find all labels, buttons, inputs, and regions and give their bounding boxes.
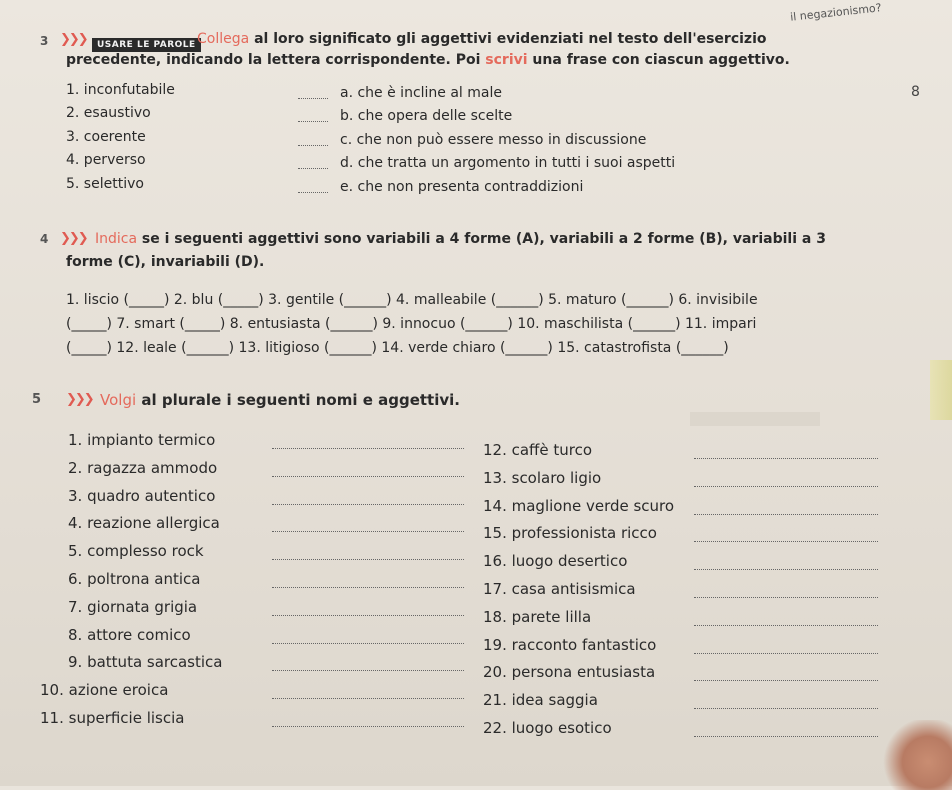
exercise-5-left-item: 8. attore comico <box>68 625 191 644</box>
margin-highlight <box>930 360 952 420</box>
exercise-5-left-answer-line[interactable] <box>272 531 464 532</box>
exercise-4-row-3: (_____) 12. leale (______) 13. litigioso (______) 14. verde chiaro (______) 15. catastrofista (______) <box>66 340 729 356</box>
exercise-3-answer-blank[interactable] <box>298 98 328 99</box>
exercise-5-left-item: 4. reazione allergica <box>68 514 220 533</box>
exercise-5-left-answer-line[interactable] <box>272 615 464 616</box>
exercise-4-row-2: (_____) 7. smart (_____) 8. entusiasta (______) 9. innocuo (______) 10. maschilista (______) 11. impari <box>66 316 757 332</box>
exercise-3-word: 3. coerente <box>66 129 146 145</box>
exercise-5-left-answer-line[interactable] <box>272 448 464 449</box>
exercise-5-right-answer-line[interactable] <box>694 486 878 487</box>
exercise-5-left-item: 2. ragazza ammodo <box>68 458 218 477</box>
exercise-5-left-item: 5. complesso rock <box>68 542 204 561</box>
exercise-5-right-answer-line[interactable] <box>694 597 878 598</box>
exercise-5-right-answer-line[interactable] <box>694 708 878 709</box>
exercise-5-left-item: 10. azione eroica <box>40 681 169 700</box>
exercise-3-answer-blank[interactable] <box>298 168 328 169</box>
exercise-3-definition: a. che è incline al male <box>340 85 502 101</box>
exercise-3-answer-blank[interactable] <box>298 121 328 122</box>
faded-margin-text <box>690 412 820 426</box>
exercise-5-right-answer-line[interactable] <box>694 458 878 459</box>
exercise-5-left-answer-line[interactable] <box>272 670 464 671</box>
exercise-5-right-item: 17. casa antisismica <box>483 580 636 598</box>
exercise-5-right-answer-line[interactable] <box>694 514 878 515</box>
exercise-5-left-item: 11. superficie liscia <box>40 709 185 727</box>
exercise-3-word: 2. esaustivo <box>66 105 151 121</box>
exercise-5-right-item: 12. caffè turco <box>483 441 593 459</box>
exercise-3-definition: c. che non può essere messo in discussione <box>340 132 647 148</box>
exercise-4-instruction-line1: Indica se i seguenti aggettivi sono variabili a 4 forme (A), variabili a 2 forme (B), variabili a 3 <box>95 231 826 247</box>
exercise-3-word: 4. perverso <box>66 152 146 168</box>
exercise-5-right-item: 19. racconto fantastico <box>483 635 657 654</box>
exercise-5-left-answer-line[interactable] <box>272 643 464 644</box>
exercise-3-answer-blank[interactable] <box>298 192 328 193</box>
difficulty-arrows-icon: ❯❯❯ <box>60 32 87 47</box>
exercise-3-definition: e. che non presenta contraddizioni <box>340 179 584 195</box>
exercise-5-right-item: 16. luogo desertico <box>483 552 628 571</box>
exercise-4-number: 4 <box>40 232 49 246</box>
exercise-5-right-answer-line[interactable] <box>694 541 878 542</box>
exercise-5-right-item: 18. parete lilla <box>483 607 592 626</box>
exercise-3-answer-blank[interactable] <box>298 145 328 146</box>
exercise-5-right-item: 13. scolaro ligio <box>483 468 602 487</box>
exercise-5-right-answer-line[interactable] <box>694 653 878 654</box>
exercise-4-instruction-line2: forme (C), invariabili (D). <box>66 254 265 270</box>
exercise-5-right-item: 14. maglione verde scuro <box>483 496 675 515</box>
exercise-5-left-answer-line[interactable] <box>272 504 464 505</box>
exercise-5-left-answer-line[interactable] <box>272 698 464 699</box>
exercise-3-badge: USARE LE PAROLE <box>92 32 201 52</box>
difficulty-arrows-icon: ❯❯❯ <box>60 231 87 246</box>
exercise-5-right-answer-line[interactable] <box>694 625 878 626</box>
exercise-5-right-item: 20. persona entusiasta <box>483 663 656 682</box>
exercise-3-instruction-line2: precedente, indicando la lettera corrispondente. Poi scrivi una frase con ciascun aggettivo. <box>66 52 790 68</box>
exercise-5-number: 5 <box>32 392 42 407</box>
exercise-5-left-item: 3. quadro autentico <box>68 486 216 505</box>
exercise-5-right-answer-line[interactable] <box>694 680 878 681</box>
exercise-5-right-item: 21. idea saggia <box>483 691 598 710</box>
exercise-3-number: 3 <box>40 34 49 48</box>
exercise-5-right-item: 22. luogo esotico <box>483 719 612 737</box>
exercise-3-word: 5. selettivo <box>66 176 144 192</box>
exercise-5-left-item: 6. poltrona antica <box>68 570 201 588</box>
exercise-3-instruction-line1: Collega al loro significato gli aggettivi evidenziati nel testo dell'esercizio <box>197 31 767 47</box>
exercise-5-right-item: 15. professionista ricco <box>483 524 657 543</box>
exercise-3-definition: d. che tratta un argomento in tutti i suoi aspetti <box>340 155 676 171</box>
exercise-5-left-item: 1. impianto termico <box>68 431 216 449</box>
exercise-5-left-answer-line[interactable] <box>272 726 464 727</box>
exercise-5-left-answer-line[interactable] <box>272 559 464 560</box>
finger-shadow <box>880 720 952 790</box>
exercise-5-left-item: 7. giornata grigia <box>68 597 198 616</box>
margin-number: 8 <box>911 84 920 100</box>
corner-note: il negazionismo? <box>789 1 883 24</box>
exercise-5-right-answer-line[interactable] <box>694 736 878 737</box>
exercise-4-row-1: 1. liscio (_____) 2. blu (_____) 3. gentile (______) 4. malleabile (______) 5. maturo (______) 6. invisibile <box>66 292 758 308</box>
exercise-5-left-answer-line[interactable] <box>272 476 464 477</box>
exercise-5-left-item: 9. battuta sarcastica <box>68 653 223 672</box>
exercise-3-definition: b. che opera delle scelte <box>340 108 513 124</box>
exercise-5-instruction: Volgi al plurale i seguenti nomi e aggettivi. <box>100 391 460 409</box>
exercise-5-left-answer-line[interactable] <box>272 587 464 588</box>
exercise-5-right-answer-line[interactable] <box>694 569 878 570</box>
difficulty-arrows-icon: ❯❯❯ <box>66 392 93 407</box>
exercise-3-word: 1. inconfutabile <box>66 82 175 98</box>
